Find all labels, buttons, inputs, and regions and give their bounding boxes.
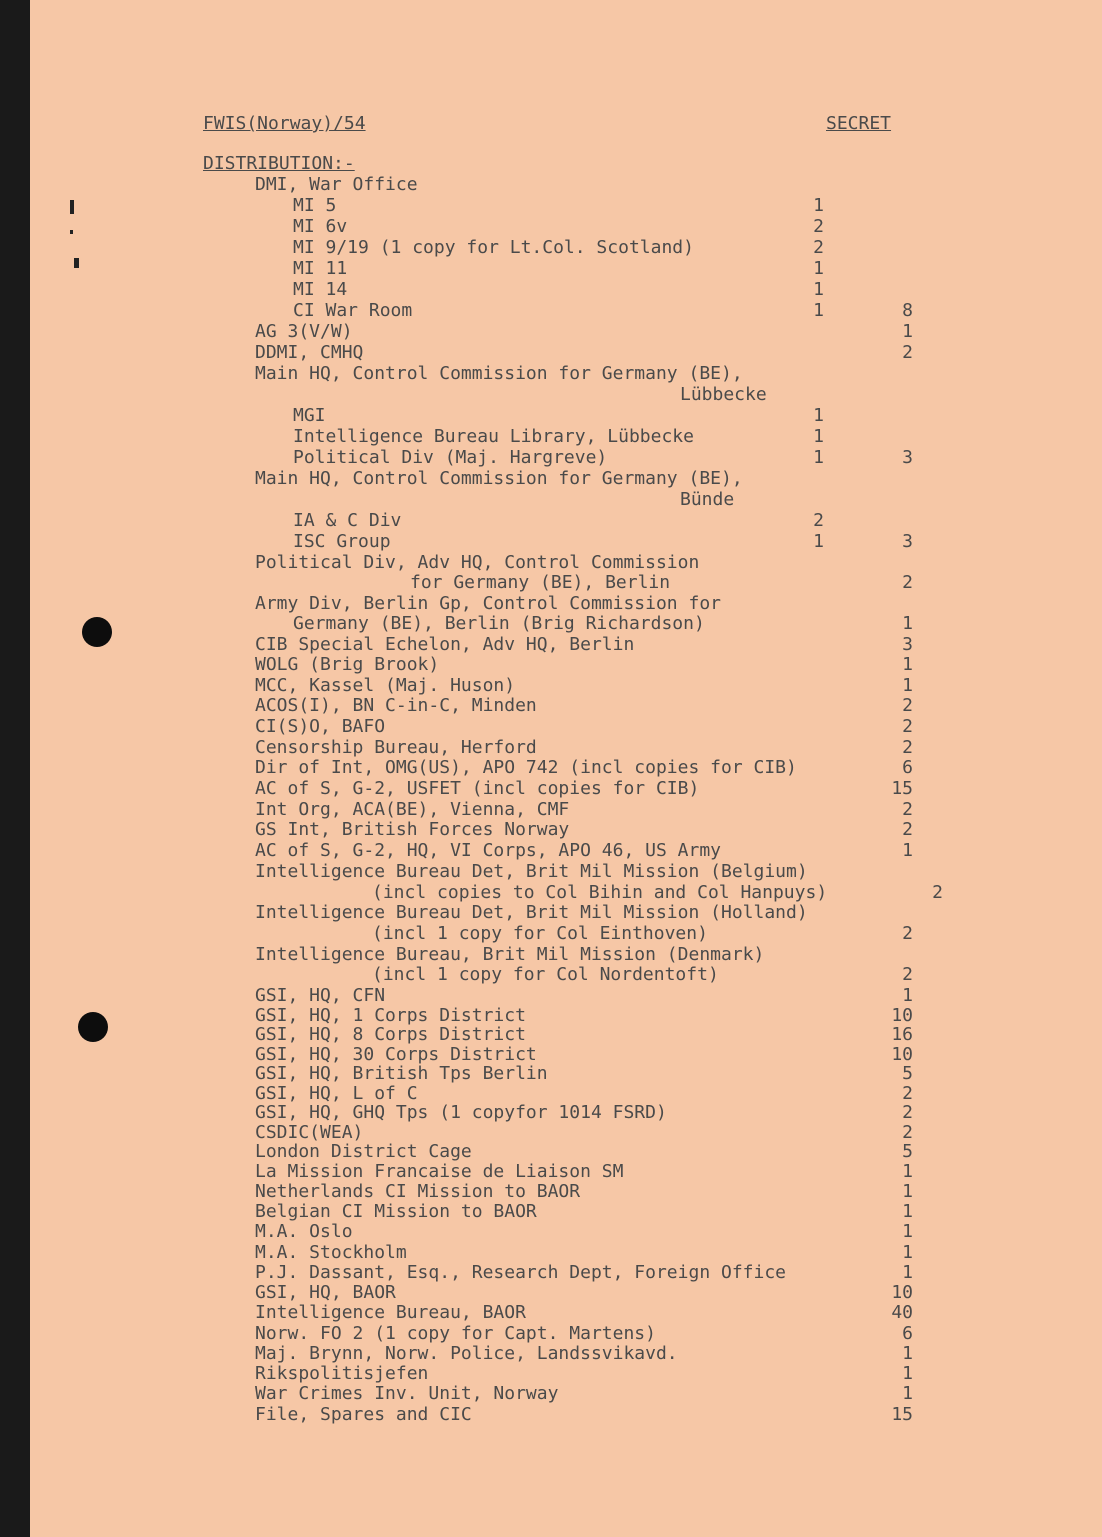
margin-mark xyxy=(74,258,79,268)
copies-total: 2 xyxy=(902,1083,913,1104)
distribution-entry: Intelligence Bureau Det, Brit Mil Mission (Belgium) xyxy=(255,861,808,882)
distribution-entry: MI 14 xyxy=(293,279,348,300)
copies-total: 2 xyxy=(902,1102,913,1123)
copies-subtotal: 2 xyxy=(813,510,824,531)
distribution-entry: Intelligence Bureau, Brit Mil Mission (Denmark) xyxy=(255,944,765,965)
distribution-entry: CSDIC(WEA) xyxy=(255,1122,364,1143)
distribution-entry: AC of S, G-2, USFET (incl copies for CIB) xyxy=(255,778,700,799)
copies-total: 1 xyxy=(902,1262,913,1283)
copies-subtotal: 1 xyxy=(813,300,824,321)
copies-subtotal: 1 xyxy=(813,426,824,447)
distribution-entry: CIB Special Echelon, Adv HQ, Berlin xyxy=(255,634,635,655)
distribution-entry: DDMI, CMHQ xyxy=(255,342,364,363)
copies-total: 1 xyxy=(902,1343,913,1364)
distribution-entry: Political Div (Maj. Hargreve) xyxy=(293,447,608,468)
copies-total: 8 xyxy=(902,300,913,321)
distribution-entry: Netherlands CI Mission to BAOR xyxy=(255,1181,581,1202)
distribution-entry: La Mission Francaise de Liaison SM xyxy=(255,1161,624,1182)
document-reference: FWIS(Norway)/54 xyxy=(203,113,366,134)
distribution-entry: GSI, HQ, BAOR xyxy=(255,1282,396,1303)
distribution-entry: GSI, HQ, GHQ Tps (1 copyfor 1014 FSRD) xyxy=(255,1102,667,1123)
copies-total: 10 xyxy=(891,1044,913,1065)
copies-total: 15 xyxy=(891,778,913,799)
distribution-entry: GSI, HQ, 1 Corps District xyxy=(255,1005,526,1026)
distribution-entry: Norw. FO 2 (1 copy for Capt. Martens) xyxy=(255,1323,656,1344)
copies-total: 2 xyxy=(902,695,913,716)
copies-subtotal: 2 xyxy=(813,237,824,258)
distribution-entry: MGI xyxy=(293,405,326,426)
distribution-entry: Germany (BE), Berlin (Brig Richardson) xyxy=(293,613,705,634)
distribution-entry: MI 9/19 (1 copy for Lt.Col. Scotland) xyxy=(293,237,694,258)
distribution-entry: Dir of Int, OMG(US), APO 742 (incl copies for CIB) xyxy=(255,757,797,778)
distribution-entry: (incl 1 copy for Col Nordentoft) xyxy=(372,964,719,985)
copies-total: 1 xyxy=(902,1201,913,1222)
distribution-entry: Intelligence Bureau Det, Brit Mil Mission (Holland) xyxy=(255,902,808,923)
copies-total: 1 xyxy=(902,1181,913,1202)
distribution-entry: Bünde xyxy=(680,489,735,510)
copies-total: 1 xyxy=(902,985,913,1006)
distribution-entry: P.J. Dassant, Esq., Research Dept, Foreign Office xyxy=(255,1262,787,1283)
distribution-entry: Belgian CI Mission to BAOR xyxy=(255,1201,537,1222)
copies-subtotal: 1 xyxy=(813,405,824,426)
distribution-entry: Lübbecke xyxy=(680,384,767,405)
copies-total: 40 xyxy=(891,1302,913,1323)
distribution-entry: M.A. Stockholm xyxy=(255,1242,407,1263)
copies-total: 5 xyxy=(902,1063,913,1084)
copies-total: 1 xyxy=(902,1383,913,1404)
distribution-entry: War Crimes Inv. Unit, Norway xyxy=(255,1383,559,1404)
copies-total: 1 xyxy=(902,1363,913,1384)
copies-total: 1 xyxy=(902,654,913,675)
copies-total: 6 xyxy=(902,757,913,778)
punch-hole-bottom xyxy=(78,1012,108,1042)
distribution-entry: Main HQ, Control Commission for Germany (BE), xyxy=(255,468,743,489)
distribution-entry: DMI, War Office xyxy=(255,174,418,195)
distribution-entry: Rikspolitisjefen xyxy=(255,1363,429,1384)
copies-total: 10 xyxy=(891,1005,913,1026)
copies-total: 16 xyxy=(891,1024,913,1045)
distribution-entry: ISC Group xyxy=(293,531,391,552)
copies-total: 2 xyxy=(902,1122,913,1143)
copies-total: 2 xyxy=(902,572,913,593)
distribution-entry: London District Cage xyxy=(255,1141,472,1162)
copies-total: 2 xyxy=(902,342,913,363)
copies-total: 2 xyxy=(902,737,913,758)
distribution-entry: CI(S)O, BAFO xyxy=(255,716,386,737)
margin-mark xyxy=(70,200,74,214)
copies-total: 2 xyxy=(902,716,913,737)
copies-total: 3 xyxy=(902,531,913,552)
copies-total: 1 xyxy=(902,613,913,634)
distribution-entry: GSI, HQ, CFN xyxy=(255,985,386,1006)
distribution-entry: for Germany (BE), Berlin xyxy=(410,572,671,593)
copies-total: 1 xyxy=(902,1221,913,1242)
copies-total: 6 xyxy=(902,1323,913,1344)
distribution-entry: Intelligence Bureau Library, Lübbecke xyxy=(293,426,694,447)
copies-total: 2 xyxy=(932,882,943,903)
copies-total: 1 xyxy=(902,1242,913,1263)
distribution-entry: (incl 1 copy for Col Einthoven) xyxy=(372,923,708,944)
copies-subtotal: 1 xyxy=(813,195,824,216)
copies-total: 3 xyxy=(902,634,913,655)
copies-total: 2 xyxy=(902,964,913,985)
copies-subtotal: 1 xyxy=(813,258,824,279)
distribution-entry: File, Spares and CIC xyxy=(255,1404,472,1425)
copies-total: 15 xyxy=(891,1404,913,1425)
distribution-entry: Censorship Bureau, Herford xyxy=(255,737,537,758)
copies-total: 10 xyxy=(891,1282,913,1303)
copies-subtotal: 1 xyxy=(813,447,824,468)
distribution-entry: MCC, Kassel (Maj. Huson) xyxy=(255,675,516,696)
copies-total: 2 xyxy=(902,799,913,820)
distribution-entry: Int Org, ACA(BE), Vienna, CMF xyxy=(255,799,570,820)
copies-total: 1 xyxy=(902,1161,913,1182)
distribution-entry: MI 11 xyxy=(293,258,348,279)
distribution-entry: Army Div, Berlin Gp, Control Commission for xyxy=(255,593,721,614)
distribution-entry: Main HQ, Control Commission for Germany (BE), xyxy=(255,363,743,384)
copies-subtotal: 1 xyxy=(813,279,824,300)
copies-subtotal: 1 xyxy=(813,531,824,552)
distribution-entry: GSI, HQ, 8 Corps District xyxy=(255,1024,526,1045)
copies-total: 1 xyxy=(902,675,913,696)
distribution-entry: Maj. Brynn, Norw. Police, Landssvikavd. xyxy=(255,1343,678,1364)
distribution-entry: Political Div, Adv HQ, Control Commission xyxy=(255,552,700,573)
distribution-entry: GS Int, British Forces Norway xyxy=(255,819,570,840)
distribution-entry: IA & C Div xyxy=(293,510,402,531)
copies-total: 1 xyxy=(902,321,913,342)
distribution-entry: WOLG (Brig Brook) xyxy=(255,654,440,675)
copies-total: 3 xyxy=(902,447,913,468)
copies-total: 2 xyxy=(902,819,913,840)
copies-subtotal: 2 xyxy=(813,216,824,237)
margin-mark xyxy=(70,230,73,234)
copies-total: 1 xyxy=(902,840,913,861)
punch-hole-top xyxy=(82,617,112,647)
copies-total: 2 xyxy=(902,923,913,944)
distribution-entry: GSI, HQ, 30 Corps District xyxy=(255,1044,537,1065)
distribution-heading: DISTRIBUTION:- xyxy=(203,153,355,174)
distribution-entry: MI 5 xyxy=(293,195,337,216)
classification-label: SECRET xyxy=(826,113,892,134)
distribution-entry: AC of S, G-2, HQ, VI Corps, APO 46, US Army xyxy=(255,840,721,861)
distribution-entry: ACOS(I), BN C-in-C, Minden xyxy=(255,695,537,716)
distribution-entry: (incl copies to Col Bihin and Col Hanpuys) xyxy=(372,882,828,903)
distribution-entry: AG 3(V/W) xyxy=(255,321,353,342)
distribution-entry: M.A. Oslo xyxy=(255,1221,353,1242)
copies-total: 5 xyxy=(902,1141,913,1162)
distribution-entry: CI War Room xyxy=(293,300,413,321)
distribution-entry: MI 6v xyxy=(293,216,348,237)
distribution-entry: GSI, HQ, L of C xyxy=(255,1083,418,1104)
distribution-entry: GSI, HQ, British Tps Berlin xyxy=(255,1063,548,1084)
distribution-entry: Intelligence Bureau, BAOR xyxy=(255,1302,526,1323)
